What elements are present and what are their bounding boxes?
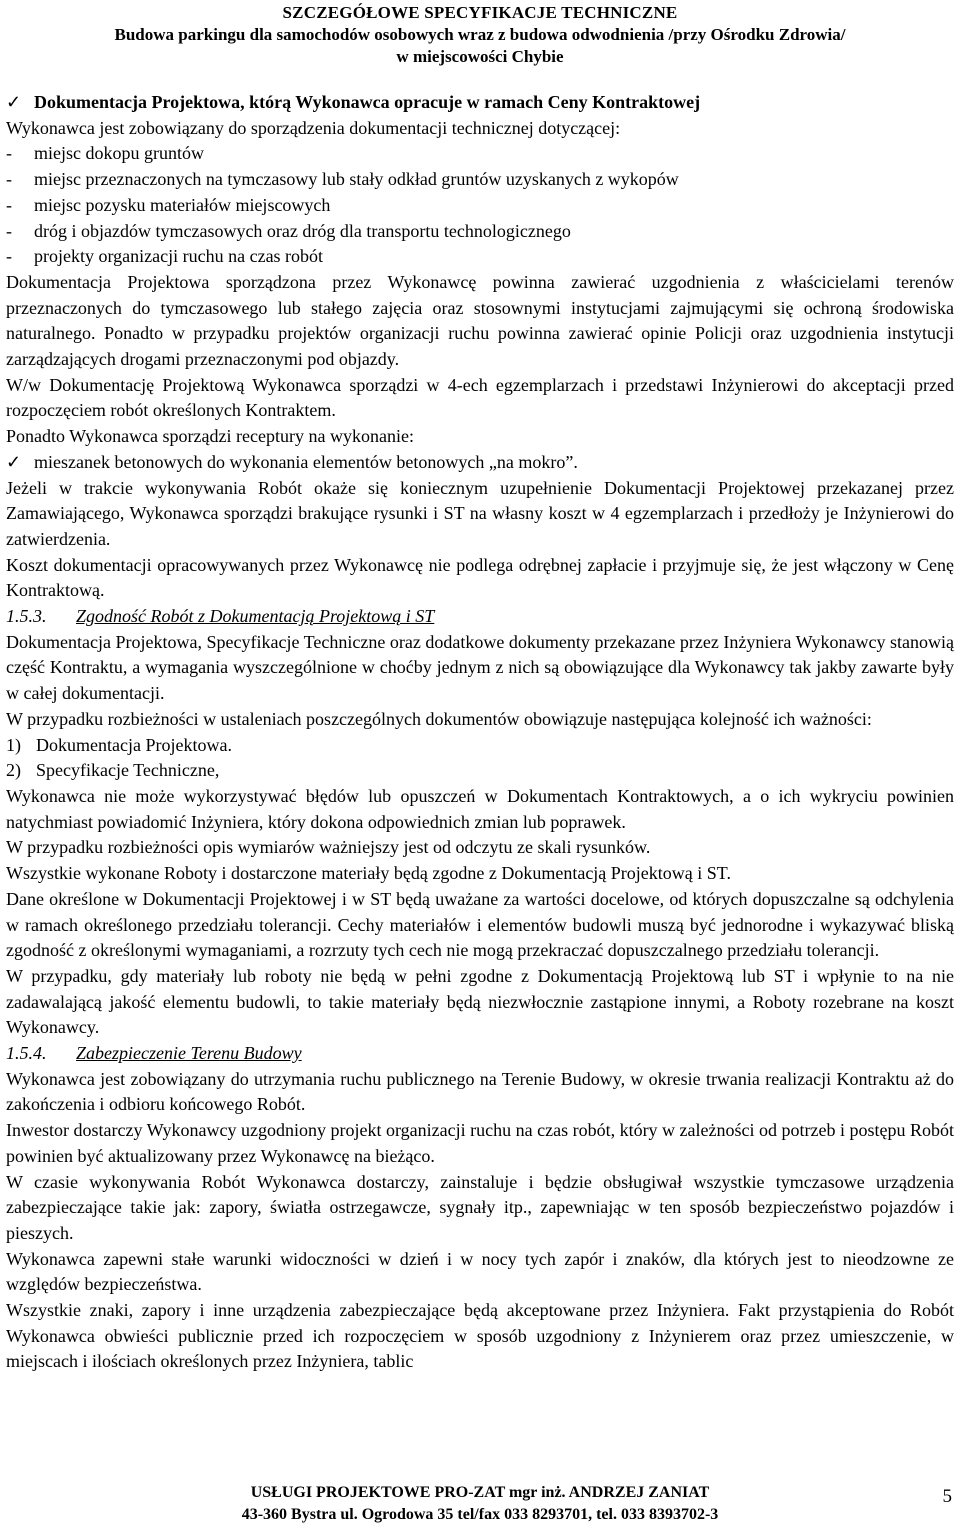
item-text: Specyfikacje Techniczne, (36, 760, 220, 781)
check-list-item-text: mieszanek betonowych do wykonania elementów betonowych „na mokro”. (34, 451, 578, 472)
paragraph: Koszt dokumentacji opracowywanych przez Wykonawcę nie podlega odrębnej zapłacie i przyjmuje się, że jest włączony w Cenę Kontraktową. (6, 554, 954, 601)
header-title: SZCZEGÓŁOWE SPECYFIKACJE TECHNICZNE (282, 3, 678, 22)
check-icon: ✓ (6, 451, 22, 472)
paragraph: W/w Dokumentację Projektową Wykonawca sporządzi w 4-ech egzemplarzach i przedstawi Inżynierowi do akceptacji przed rozpoczęciem robót określonych Kontraktem. (6, 374, 954, 421)
list-item (6, 193, 954, 219)
header-project-name: Budowa parkingu dla samochodów osobowych wraz z budowa odwodnienia /przy Ośrodku Zdrowia/ (114, 25, 846, 44)
header-location: w miejscowości Chybie (396, 47, 564, 66)
list-item-text: miejsc pozysku materiałów miejscowych (34, 194, 331, 215)
section-title: Zabezpieczenie Terenu Budowy (76, 1043, 302, 1064)
list-item-text: miejsc dokopu gruntów (34, 143, 204, 164)
section-title-row (6, 604, 954, 630)
paragraph: Inwestor dostarczy Wykonawcy uzgodniony projekt organizacji ruchu na czas robót, który w zależności od potrzeb i postępu Robót powinien być aktualizowany przez Wykonawcę na bieżąco. (6, 1120, 954, 1166)
paragraph: Ponadto Wykonawca sporządzi receptury na wykonanie: (6, 426, 414, 447)
paragraph: W przypadku, gdy materiały lub roboty nie będą w pełni zgodne z Dokumentacją Projektową lub ST i wpłynie to na nie zadawalającą jakość elementu budowli, to takie materiały będą niezwłocznie zastąpione innymi, a Roboty rozebrane na koszt Wykonawcy. (6, 965, 954, 1038)
list-item-text: projekty organizacji ruchu na czas robót (34, 246, 324, 267)
list-item (6, 141, 954, 167)
page-header (0, 2, 960, 68)
dash-bullet: - (6, 169, 12, 190)
page-number: 5 (942, 1486, 952, 1507)
numbered-item (6, 758, 954, 784)
list-item (6, 167, 954, 193)
section-title: Zgodność Robót z Dokumentacją Projektową i ST (76, 606, 435, 627)
section-number: 1.5.3. (6, 606, 47, 627)
item-text: Dokumentacja Projektowa. (36, 734, 232, 755)
list-item-text: dróg i objazdów tymczasowych oraz dróg dla transportu technologicznego (34, 220, 571, 241)
section-heading: Dokumentacja Projektowa, którą Wykonawca opracuje w ramach Ceny Kontraktowej (34, 92, 701, 112)
paragraph: Dane określone w Dokumentacji Projektowej i w ST będą uważane za wartości docelowe, od których dopuszczalne są odchylenia w ramach określonego przedziału tolerancji. Cechy materiałów i elementów budowli muszą być jednorodne i wykazywać bliską zgodność z określonymi wymaganiami, a rozrzuty tych cech nie mogą przekraczać dopuszczalnego przedziału tolerancji. (6, 888, 954, 961)
dash-bullet: - (6, 246, 12, 267)
paragraph: Jeżeli w trakcie wykonywania Robót okaże się koniecznym uzupełnienie Dokumentacji Projektowej przekazanej przez Zamawiającego, Wykonawca sporządzi brakujące rysunki i ST na własny koszt w 4 egzemplarzach i przedłoży je Inżynierowi do zatwierdzenia. (6, 477, 954, 549)
section-heading-row (6, 90, 954, 116)
paragraph: W przypadku rozbieżności w ustaleniach poszczególnych dokumentów obowiązuje następująca kolejność ich ważności: (6, 708, 872, 729)
paragraph: W czasie wykonywania Robót Wykonawca dostarczy, zainstaluje i będzie obsługiwał wszystkie tymczasowe urządzenia zabezpieczające takie jak: zapory, światła ostrzegawcze, sygnały itp., zapewniając w ten sposób bezpieczeństwo pojazdów i pieszych. (6, 1171, 954, 1243)
section-title-row (6, 1041, 954, 1067)
document-body (6, 90, 954, 1375)
check-icon: ✓ (6, 92, 22, 112)
page-footer (0, 1482, 960, 1526)
list-item (6, 244, 954, 270)
dash-bullet: - (6, 194, 12, 215)
list-item-text: miejsc przeznaczonych na tymczasowy lub stały odkład gruntów uzyskanych z wykopów (34, 169, 679, 190)
item-number: 2) (6, 760, 21, 781)
paragraph: Wykonawca zapewni stałe warunki widoczności w dzień i w nocy tych zapór i znaków, dla których jest to nieodzowne ze względów bezpieczeństwa. (6, 1248, 954, 1295)
paragraph: Dokumentacja Projektowa sporządzona przez Wykonawcę powinna zawierać uzgodnienia z właścicielami terenów przeznaczonych do tymczasowego lub stałego zajęcia oraz stosownymi instytucjami zajmującymi się ochroną środowiska naturalnego. Ponadto w przypadku projektów organizacji ruchu powinna zawierać opinie Policji oraz uzgodnienia instytucji zarządzających drogami przeznaczonymi pod objazdy. (6, 271, 954, 370)
item-number: 1) (6, 734, 21, 755)
paragraph: Dokumentacja Projektowa, Specyfikacje Techniczne oraz dodatkowe dokumenty przekazane przez Inżyniera Wykonawcy stanowią część Kontraktu, a wymagania wyszczególnione w choćby jednym z nich są obowiązujące dla Wykonawcy tak jakby zawarte były w całej dokumentacji. (6, 631, 954, 704)
paragraph: Wszystkie znaki, zapory i inne urządzenia zabezpieczające będą akceptowane przez Inżyniera. Fakt przystąpienia do Robót Wykonawca obwieści publicznie przed ich rozpoczęciem w sposób uzgodniony z Inżynierem oraz przez umieszczenie, w miejscach i ilościach określonych przez Inżyniera, tablic (6, 1300, 954, 1372)
section-number: 1.5.4. (6, 1043, 47, 1064)
dash-bullet: - (6, 220, 12, 241)
dash-bullet: - (6, 143, 12, 164)
paragraph: Wszystkie wykonane Roboty i dostarczone materiały będą zgodne z Dokumentacją Projektową i ST. (6, 863, 731, 884)
paragraph: W przypadku rozbieżności opis wymiarów ważniejszy jest od odczytu ze skali rysunków. (6, 837, 651, 858)
paragraph: Wykonawca jest zobowiązany do sporządzenia dokumentacji technicznej dotyczącej: (6, 117, 621, 138)
footer-address: 43-360 Bystra ul. Ogrodowa 35 tel/fax 033 8293701, tel. 033 8393702-3 (241, 1506, 719, 1523)
paragraph: Wykonawca nie może wykorzystywać błędów lub opuszczeń w Dokumentach Kontraktowych, a o ich wykryciu powinien natychmiast powiadomić Inżyniera, który dokona odpowiednich zmian lub poprawek. (6, 785, 954, 832)
footer-company: USŁUGI PROJEKTOWE PRO-ZAT mgr inż. ANDRZEJ ZANIAT (250, 1484, 710, 1501)
numbered-item (6, 733, 954, 759)
check-list-item (6, 450, 954, 476)
list-item (6, 219, 954, 245)
paragraph: Wykonawca jest zobowiązany do utrzymania ruchu publicznego na Terenie Budowy, w okresie trwania realizacji Kontraktu aż do zakończenia i odbioru końcowego Robót. (6, 1068, 954, 1115)
